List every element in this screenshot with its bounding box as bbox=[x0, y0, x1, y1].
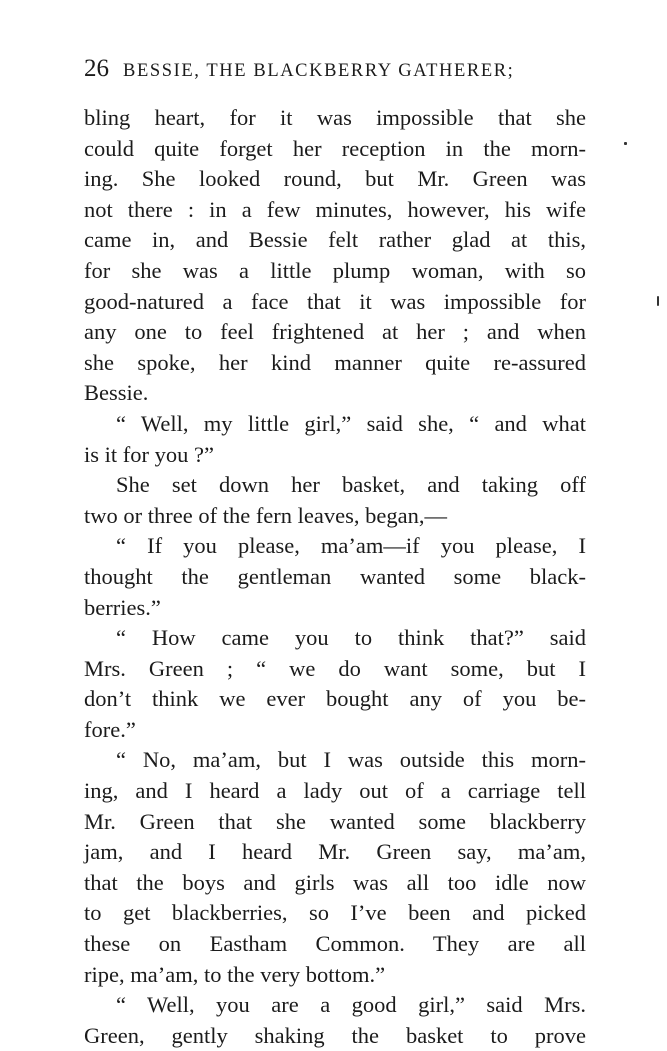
body-text bbox=[84, 103, 586, 1051]
text-line: “ If you please, ma’am—if you please, I bbox=[116, 533, 586, 559]
text-line: don’t think we ever bought any of you be- bbox=[84, 686, 586, 712]
text-line: She set down her basket, and taking off bbox=[116, 472, 586, 498]
text-line: is it for you ?” bbox=[84, 441, 214, 467]
text-line: these on Eastham Common. They are all bbox=[84, 931, 586, 957]
text-line: jam, and I heard Mr. Green say, ma’am, bbox=[84, 839, 586, 865]
text-line: thought the gentleman wanted some black- bbox=[84, 563, 586, 589]
text-line: “ Well, you are a good girl,” said Mrs. bbox=[116, 992, 586, 1018]
text-line: Mrs. Green ; “ we do want some, but I bbox=[84, 655, 586, 681]
text-line: that the boys and girls was all too idle now bbox=[84, 869, 586, 895]
text-line: “ How came you to think that?” said bbox=[116, 625, 586, 651]
text-line: for she was a little plump woman, with so bbox=[84, 257, 586, 283]
text-line: two or three of the fern leaves, began,— bbox=[84, 502, 447, 528]
text-line: Bessie. bbox=[84, 380, 149, 406]
text-line: fore.” bbox=[84, 716, 136, 742]
page-number: 26 bbox=[84, 55, 109, 82]
text-line: Mr. Green that she wanted some blackberry bbox=[84, 808, 586, 834]
text-line: to get blackberries, so I’ve been and picked bbox=[84, 900, 586, 926]
text-line: came in, and Bessie felt rather glad at this, bbox=[84, 227, 586, 253]
margin-speck-mark bbox=[657, 296, 659, 306]
text-line: Green, gently shaking the basket to prove bbox=[84, 1022, 586, 1048]
text-line: ripe, ma’am, to the very bottom.” bbox=[84, 961, 386, 987]
text-line: “ No, ma’am, but I was outside this morn- bbox=[116, 747, 586, 773]
text-line: any one to feel frightened at her ; and when bbox=[84, 319, 586, 345]
text-line: ing. She looked round, but Mr. Green was bbox=[84, 166, 586, 192]
text-line: “ Well, my little girl,” said she, “ and what bbox=[116, 410, 586, 436]
margin-speck-mark bbox=[624, 142, 627, 145]
text-line: berries.” bbox=[84, 594, 161, 620]
text-line: not there : in a few minutes, however, his wife bbox=[84, 196, 586, 222]
text-line: bling heart, for it was impossible that she bbox=[84, 105, 586, 130]
running-head: BESSIE, THE BLACKBERRY GATHERER; bbox=[123, 61, 515, 81]
text-line: could quite forget her reception in the morn- bbox=[84, 135, 586, 161]
page-header bbox=[84, 55, 586, 91]
text-line: ing, and I heard a lady out of a carriage tell bbox=[84, 778, 586, 804]
text-line: she spoke, her kind manner quite re-assured bbox=[84, 349, 586, 375]
text-line: good-natured a face that it was impossible for bbox=[84, 288, 586, 314]
